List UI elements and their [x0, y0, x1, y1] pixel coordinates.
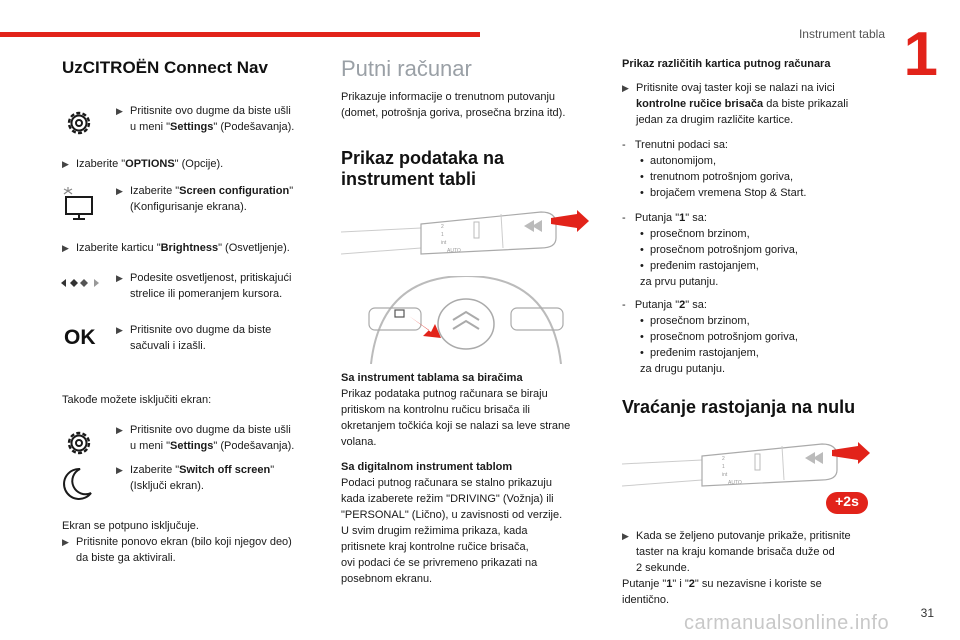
wiper-stalk-illustration [341, 204, 591, 272]
svg-text:AUTO: AUTO [728, 480, 742, 486]
col2-dial-section: Sa instrument tablama sa biračima Prikaz podataka putnog računara se biraju pritiskom na kontrolnu ručicu brisača ili okretanjem točkića koji se nalazi sa leve strane volana. [341, 372, 571, 448]
col1-title: UzCITROËN Connect Nav [62, 58, 268, 77]
step-options: ▶︎ Izaberite "OPTIONS" (Opcije). [62, 158, 224, 170]
screen-brightness-icon [62, 186, 98, 222]
svg-text:1: 1 [722, 464, 725, 470]
step-screen-configuration: ▶︎ Izaberite "Screen configuration" (Konfigurisanje ekrana). [116, 185, 294, 213]
also-turn-off-text: Takođe možete isključiti ekran: [62, 394, 212, 406]
col2-title: Putni računar [341, 56, 472, 81]
arrow-bullet-icon: ▶︎ [622, 83, 629, 93]
col2-intro: Prikazuje informacije o trenutnom putovanju (domet, potrošnja goriva, prosečna brzina itd). [341, 91, 566, 119]
col2-digital-section: Sa digitalnom instrument tablom Podaci putnog računara se stalno prikazuju kada izaberete režim "DRIVING" (Vožnja) ili "PERSONAL" (Lično), u zavisnosti od verzije. U svim drugim režimima prikaza, kada pritisnete kraj kontrolne ručice brisača, ovi podaci će se privremeno prikazati na posebnom ekranu. [341, 461, 563, 585]
gear-icon [64, 428, 94, 458]
chapter-number: 1 [903, 20, 938, 89]
ok-icon: OK [64, 326, 96, 349]
svg-text:int: int [441, 240, 447, 246]
watermark: carmanualsonline.info [684, 612, 890, 634]
col3-reset-text: ▶︎ Kada se željeno putovanje prikaže, pritisnite taster na kraju komande brisača duže od 2 sekunde. Putanje "1" i "2" su nezavisne i koriste se identično. [622, 530, 851, 606]
step-switch-off-screen: ▶︎ Izaberite "Switch off screen" (Isključi ekran). [116, 464, 275, 492]
step-settings-1: ▶︎ Pritisnite ovo dugme da biste ušli u meni "Settings" (Podešavanja). [116, 105, 295, 133]
arrow-bullet-icon: ▶︎ [116, 325, 123, 335]
plus-2s-badge: +2s [835, 493, 859, 509]
arrow-bullet-icon: ▶︎ [116, 465, 123, 475]
arrow-bullet-icon: ▶︎ [62, 537, 69, 547]
svg-text:2: 2 [441, 224, 444, 230]
col3-reset-title: Vraćanje rastojanja na nulu [622, 397, 856, 417]
svg-text:2: 2 [722, 456, 725, 462]
arrow-bullet-icon: ▶︎ [62, 159, 69, 169]
gear-icon [64, 108, 94, 138]
brightness-arrows-icon [60, 277, 100, 289]
step-brightness: ▶︎ Izaberite karticu "Brightness" (Osvetljenje). [62, 242, 290, 254]
col3-title: Prikaz različitih kartica putnog računara [622, 58, 831, 70]
moon-icon [62, 466, 94, 502]
col3-trip-2: - Putanja "2" sa: • prosečnom brzinom, • prosečnom potrošnjom goriva, • pređenim rastojanjem, za drugu putanju. [622, 299, 798, 375]
col3-press-button: ▶︎ Pritisnite ovaj taster koji se nalazi na ivici kontrolne ručice brisača da biste prikazali jedan za drugim različite kartice. [622, 82, 849, 126]
arrow-bullet-icon: ▶︎ [116, 425, 123, 435]
header-accent-bar [0, 32, 480, 37]
arrow-bullet-icon: ▶︎ [116, 186, 123, 196]
arrow-bullet-icon: ▶︎ [116, 106, 123, 116]
arrow-bullet-icon: ▶︎ [62, 243, 69, 253]
svg-text:AUTO: AUTO [447, 248, 461, 254]
step-adjust-brightness: ▶︎ Podesite osvetljenost, pritiskajući strelice ili pomeranjem kursora. [116, 272, 292, 300]
col1-end-text: Ekran se potpuno isključuje. ▶︎ Pritisnite ponovo ekran (bilo koji njegov deo) da biste ga aktivirali. [62, 520, 292, 564]
svg-text:int: int [722, 472, 728, 478]
steering-wheel-illustration [341, 276, 591, 364]
step-save-exit: ▶︎ Pritisnite ovo dugme da biste sačuvali i izašli. [116, 324, 272, 352]
page-number: 31 [920, 606, 934, 620]
col3-trip-1: - Putanja "1" sa: • prosečnom brzinom, • prosečnom potrošnjom goriva, • pređenim rastojanjem, za prvu putanju. [622, 212, 798, 288]
arrow-bullet-icon: ▶︎ [116, 273, 123, 283]
arrow-bullet-icon: ▶︎ [622, 531, 629, 541]
col3-current-data: - Trenutni podaci sa: • autonomijom, • trenutnom potrošnjom goriva, • brojačem vremena Stop & Start. [622, 139, 807, 199]
svg-text:1: 1 [441, 232, 444, 238]
section-title: Instrument tabla [798, 27, 885, 41]
step-settings-2: ▶︎ Pritisnite ovo dugme da biste ušli u meni "Settings" (Podešavanja). [116, 424, 295, 452]
col2-subtitle: Prikaz podataka na instrument tabli [341, 148, 505, 189]
